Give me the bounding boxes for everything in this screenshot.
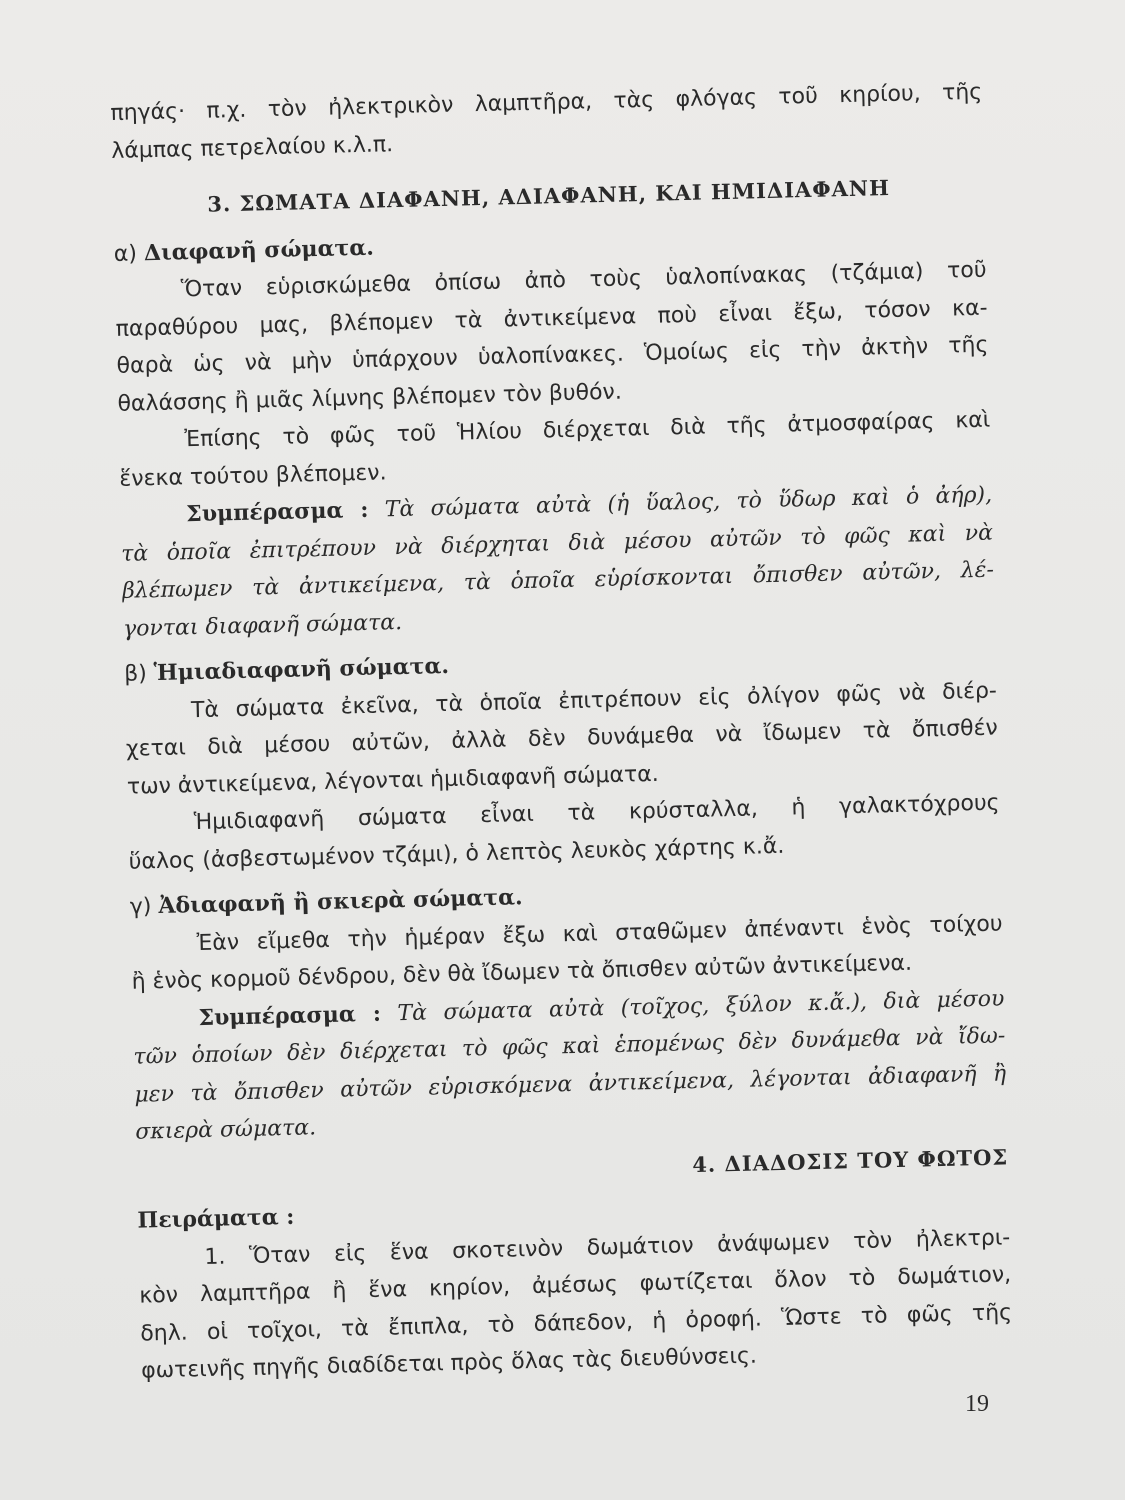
conclusion-label: Συμπέρασμα : bbox=[198, 1000, 382, 1031]
conclusion-line: τὰ ὁποῖα ἐπιτρέπουν νὰ διέρχηται διὰ μέσου αὐτῶν τὸ φῶς καὶ νὰ bbox=[120, 520, 994, 567]
conclusion-line: γονται διαφανῆ σώματα. bbox=[122, 609, 403, 642]
page-number: 19 bbox=[965, 1391, 989, 1417]
subsection-title: Ἡμιαδιαφανῆ σώματα. bbox=[153, 652, 450, 687]
body-line: Ἐὰν εἴμεθα τὴν ἡμέραν ἔξω καὶ σταθῶμεν ἀπέναντι ἑνὸς τοίχου bbox=[196, 910, 1003, 956]
body-line: Ἐπίσης τὸ φῶς τοῦ Ἡλίου διέρχεται διὰ τῆς ἀτμοσφαίρας καὶ bbox=[184, 407, 991, 453]
conclusion-text: Τὰ σώματα αὐτὰ (ἡ ὕαλος, τὸ ὕδωρ καὶ ὁ ἀήρ), bbox=[384, 482, 993, 523]
subsection-title: Διαφανῆ σώματα. bbox=[143, 234, 375, 266]
conclusion-line: βλέπωμεν τὰ ἀντικείμενα, τὰ ὁποῖα εὑρίσκονται ὄπισθεν αὐτῶν, λέ- bbox=[121, 557, 995, 604]
body-line: χεται διὰ μέσου αὐτῶν, ἀλλὰ δὲν δυνάμεθα νὰ ἴδωμεν τὰ ὄπισθέν bbox=[125, 715, 999, 762]
body-line: δηλ. οἱ τοῖχοι, τὰ ἔπιπλα, τὸ δάπεδον, ἡ ὀροφή. Ὥστε τὸ φῶς τῆς bbox=[139, 1299, 1013, 1347]
conclusion-line: μεν τὰ ὄπισθεν αὐτῶν εὑρισκόμενα ἀντικείμενα, λέγονται ἀδιαφανῆ ἢ bbox=[134, 1060, 1007, 1108]
subsection-letter: γ) bbox=[129, 894, 152, 920]
subsection-letter: β) bbox=[123, 661, 148, 687]
body-line: κὸν λαμπτῆρα ἢ ἕνα κηρίον, ἀμέσως φωτίζεται ὅλον τὸ δωμάτιον, bbox=[139, 1262, 1012, 1309]
subsection-letter: α) bbox=[113, 240, 138, 267]
body-line: Ἡμιδιαφανῆ σώματα εἶναι τὰ κρύσταλλα, ἡ γαλακτόχρους bbox=[193, 790, 1000, 836]
section-heading: 3. ΣΩΜΑΤΑ ΔΙΑΦΑΝΗ, ΑΔΙΑΦΑΝΗ, ΚΑΙ ΗΜΙΔΙΑΦΑΝΗ bbox=[206, 174, 891, 217]
subsection-title: Ἀδιαφανῆ ἢ σκιερὰ σώματα. bbox=[158, 884, 523, 920]
body-line: φωτεινῆς πηγῆς διαδίδεται πρὸς ὅλας τὰς διευθύνσεις. bbox=[140, 1343, 758, 1384]
body-line: Ὅταν εὑρισκώμεθα ὀπίσω ἀπὸ τοὺς ὑαλοπίνακας (τζάμια) τοῦ bbox=[180, 257, 987, 303]
body-line: ἕνεκα τούτου βλέπομεν. bbox=[119, 459, 387, 492]
body-line: λάμπας πετρελαίου κ.λ.π. bbox=[111, 131, 394, 164]
section-heading: 4. ΔΙΑΔΟΣΙΣ ΤΟΥ ΦΩΤΟΣ bbox=[691, 1143, 1009, 1177]
page-text bbox=[110, 74, 1013, 1390]
body-line: των ἀντικείμενα, λέγονται ἡμιδιαφανῆ σώματα. bbox=[126, 761, 659, 800]
body-line: Τὰ σώματα ἐκεῖνα, τὰ ὁποῖα ἐπιτρέπουν εἰς ὀλίγον φῶς νὰ διέρ- bbox=[190, 678, 998, 723]
conclusion-line: τῶν ὁποίων δὲν διέρχεται τὸ φῶς καὶ ἑπομένως δὲν δυνάμεθα νὰ ἴδω- bbox=[133, 1023, 1006, 1070]
body-line: ὕαλος (ἀσβεστωμένον τζάμι), ὁ λεπτὸς λευκὸς χάρτης κ.ἄ. bbox=[128, 833, 785, 875]
body-line: ἢ ἑνὸς κορμοῦ δένδρου, δὲν θὰ ἴδωμεν τὰ ὄπισθεν αὐτῶν ἀντικείμενα. bbox=[131, 950, 913, 995]
body-line: πηγάς· π.χ. τὸν ἠλεκτρικὸν λαμπτῆρα, τὰς φλόγας τοῦ κηρίου, τῆς bbox=[110, 79, 983, 126]
conclusion-line: σκιερὰ σώματα. bbox=[135, 1115, 317, 1145]
body-line: παραθύρου μας, βλέπομεν τὰ ἀντικείμενα ποὺ εἶναι ἔξω, τόσον κα- bbox=[115, 295, 988, 342]
body-line: θαρὰ ὡς νὰ μὴν ὑπάρχουν ὑαλοπίνακες. Ὁμοίως εἰς τὴν ἀκτὴν τῆς bbox=[116, 332, 989, 379]
body-line: 1. Ὅταν εἰς ἕνα σκοτεινὸν δωμάτιον ἀνάψωμεν τὸν ἠλεκτρι- bbox=[204, 1224, 1011, 1270]
experiments-label: Πειράματα : bbox=[137, 1203, 295, 1234]
body-line: θαλάσσης ἢ μιᾶς λίμνης βλέπομεν τὸν βυθόν. bbox=[117, 379, 623, 417]
conclusion-text: Τὰ σώματα αὐτὰ (τοῖχος, ξύλον κ.ἄ.), διὰ μέσου bbox=[397, 985, 1005, 1026]
conclusion-label: Συμπέρασμα : bbox=[185, 496, 369, 528]
